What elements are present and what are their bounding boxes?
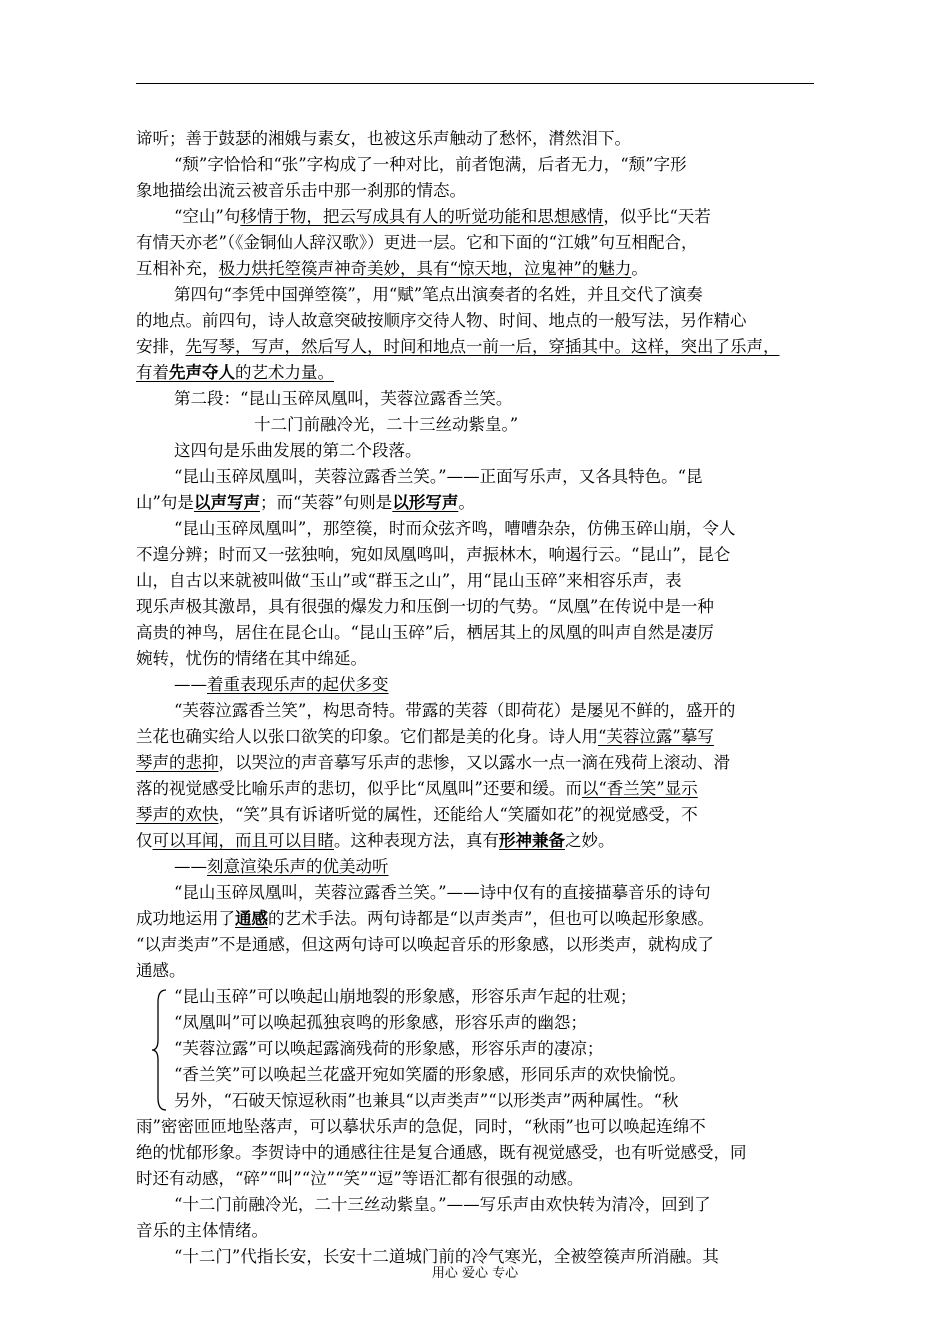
- text-line: 琴声的欢快，“笑”具有诉诸听觉的属性，还能给人“笑靥如花”的视觉感受，不: [136, 805, 698, 824]
- text-line: 绝的忧郁形象。李贺诗中的通感往往是复合通感，既有视觉感受，也有听觉感受，同: [136, 1143, 747, 1162]
- text-line: 另外，“石破天惊逗秋雨”也兼具“以声类声”“以形类声”两种属性。“秋: [174, 1091, 679, 1110]
- text-line: 成功地运用了通感的艺术手法。两句诗都是“以声类声”，但也可以唤起形象感。: [136, 909, 714, 928]
- bold-term: 形神兼备: [499, 831, 565, 850]
- text-line: 象地描绘出流云被音乐击中那一刹那的情态。: [136, 181, 466, 200]
- underlined-phrase: 琴声的悲抑: [136, 753, 219, 772]
- text-line: “昆山玉碎凤凰叫”，那箜篌，时而众弦齐鸣，嘈嘈杂杂，仿佛玉碎山崩，令人: [174, 519, 736, 538]
- list-item: “昆山玉碎”可以唤起山崩地裂的形象感，形容乐声乍起的壮观；: [174, 987, 637, 1006]
- document-body: [136, 126, 816, 1270]
- text-line: 通感。: [136, 961, 186, 980]
- text-line: 仅可以耳闻，而且可以目睹。这种表现方法，真有形神兼备之妙。: [136, 831, 615, 850]
- underlined-phrase: 琴声的欢快: [136, 805, 219, 824]
- text-line: 第四句“李凭中国弹箜篌”，用“赋”笔点出演奏者的名姓，并且交代了演奏: [174, 285, 703, 304]
- underlined-phrase: 着重表现乐声的起伏多变: [207, 675, 389, 694]
- underlined-phrase: 极力烘托箜篌声神奇美妙，具有“惊天地，泣鬼神”的魅力: [218, 259, 632, 278]
- text-line: ——着重表现乐声的起伏多变: [174, 675, 389, 694]
- text-line: ——刻意渲染乐声的优美动听: [174, 857, 389, 876]
- underlined-phrase: 以“香兰笑”显示: [581, 779, 698, 798]
- text-line: 互相补充，极力烘托箜篌声神奇美妙，具有“惊天地，泣鬼神”的魅力。: [136, 259, 648, 278]
- text-line: “十二门前融冷光，二十三丝动紫皇。”——写乐声由欢快转为清冷，回到了: [174, 1195, 711, 1214]
- underlined-phrase: “芙蓉泣露”摹写: [598, 727, 714, 746]
- text-line: 的地点。前四句，诗人故意突破按顺序交待人物、时间、地点的一般写法，另作精心: [136, 311, 747, 330]
- bold-term: 以声写声: [193, 493, 260, 512]
- text-line: 有着先声夺人的艺术力量。: [136, 363, 334, 382]
- text-line: 这四句是乐曲发展的第二个段落。: [174, 441, 422, 460]
- bold-term: 通感: [235, 909, 268, 928]
- list-item: “香兰笑”可以唤起兰花盛开宛如笑靥的形象感，形同乐声的欢快愉悦。: [174, 1065, 686, 1084]
- text-line: 音乐的主体情绪。: [136, 1221, 268, 1240]
- text-line: 有情天亦老”（《金铜仙人辞汉歌》）更进一层。它和下面的“江娥”句互相配合，: [136, 233, 698, 252]
- brace-icon: [150, 988, 168, 1112]
- bracketed-list: [136, 984, 816, 1114]
- text-line: 谛听；善于鼓瑟的湘娥与素女，也被这乐声触动了愁怀，潸然泪下。: [136, 129, 631, 148]
- text-line: 琴声的悲抑，以哭泣的声音摹写乐声的悲惨，又以露水一点一滴在残荷上滚动、滑: [136, 753, 730, 772]
- text-line: “芙蓉泣露香兰笑”，构思奇特。带露的芙蓉（即荷花）是屡见不鲜的，盛开的: [174, 701, 736, 720]
- text-line: 雨”密密匝匝地坠落声，可以摹状乐声的急促，同时，“秋雨”也可以唤起连绵不: [136, 1117, 706, 1136]
- bold-term: 以形写声: [392, 493, 459, 512]
- text-line: 山，自古以来就被叫做“玉山”或“群玉之山”，用“昆山玉碎”来相容乐声，表: [136, 571, 682, 590]
- text-line: 时还有动感，“碎”“叫”“泣”“笑”“逗”等语汇都有很强的动感。: [136, 1169, 584, 1188]
- text-line: “空山”句移情于物，把云写成具有人的听觉功能和思想感情，似乎比“天若: [174, 207, 711, 226]
- text-line: “昆山玉碎凤凰叫，芙蓉泣露香兰笑。”——正面写乐声，又各具特色。“昆: [174, 467, 703, 486]
- underlined-phrase: 移情于物，把云写成具有人的听觉功能和思想感情: [240, 207, 604, 226]
- text-line: “颓”字恰恰和“张”字构成了一种对比，前者饱满，后者无力，“颓”字形: [174, 155, 687, 174]
- text-line: “以声类声”不是通感，但这两句诗可以唤起音乐的形象感，以形类声，就构成了: [136, 935, 714, 954]
- text-line: 婉转，忧伤的情绪在其中绵延。: [136, 649, 367, 668]
- list-item: “凤凰叫”可以唤起孤独哀鸣的形象感，形容乐声的幽怨；: [174, 1013, 587, 1032]
- text-line: 不遑分辨；时而又一弦独响，宛如凤凰鸣叫，声振林木，响遏行云。“昆山”，昆仑: [136, 545, 731, 564]
- text-line: 兰花也确实给人以张口欲笑的印象。它们都是美的化身。诗人用“芙蓉泣露”摹写: [136, 727, 714, 746]
- page-footer: 用心 爱心 专心: [431, 1266, 519, 1281]
- text-line: “十二门”代指长安，长安十二道城门前的冷气寒光，全被箜篌声所消融。其: [174, 1247, 719, 1266]
- text-line: 山”句是以声写声；而“芙蓉”句则是以形写声。: [136, 493, 475, 512]
- text-line: 现乐声极其激昂，具有很强的爆发力和压倒一切的气势。“凤凰”在传说中是一种: [136, 597, 714, 616]
- text-line: 高贵的神鸟，居住在昆仑山。“昆山玉碎”后，栖居其上的凤凰的叫声自然是凄厉: [136, 623, 714, 642]
- header-rule: [136, 83, 814, 84]
- list-item: “芙蓉泣露”可以唤起露滴残荷的形象感，形容乐声的凄凉；: [174, 1039, 604, 1058]
- bold-term: 先声夺人: [169, 363, 235, 382]
- text-line: 安排，先写琴，写声，然后写人，时间和地点一前一后，穿插其中。这样，突出了乐声，: [136, 337, 780, 356]
- text-line: 第二段：“昆山玉碎凤凰叫，芙蓉泣露香兰笑。: [174, 389, 513, 408]
- text-line: 落的视觉感受比喻乐声的悲切，似乎比“凤凰叫”还要和缓。而以“香兰笑”显示: [136, 779, 698, 798]
- text-line: 十二门前融冷光，二十三丝动紫皇。”: [254, 415, 519, 434]
- underlined-phrase: 可以耳闻，而且可以目睹: [152, 831, 334, 850]
- underlined-phrase: 先写琴，写声，然后写人，时间和地点一前一后，穿插其中。这样，突出了乐声，: [185, 337, 780, 356]
- text-line: “昆山玉碎凤凰叫，芙蓉泣露香兰笑。”——诗中仅有的直接描摹音乐的诗句: [174, 883, 711, 902]
- underlined-phrase: 刻意渲染乐声的优美动听: [207, 857, 389, 876]
